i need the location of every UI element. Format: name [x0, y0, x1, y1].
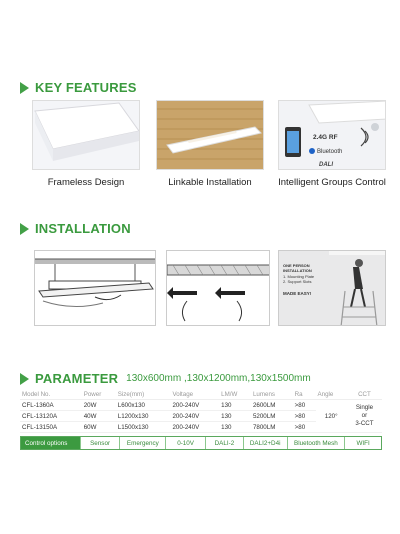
- table-header-row: [20, 390, 382, 400]
- cell-model: CFL-13150A: [20, 422, 82, 433]
- header-lumens: Lumens: [251, 390, 293, 400]
- cell-ra: >80: [293, 400, 316, 411]
- cell-power: 20W: [82, 400, 116, 411]
- intelligent-control-image: [278, 100, 386, 170]
- cct-line-3: 3-CCT: [355, 420, 374, 428]
- control-option-bluetooth-mesh: Bluetooth Mesh: [288, 437, 346, 449]
- cell-lumens: 2600LM: [251, 400, 293, 411]
- header-angle: Angle: [316, 390, 347, 400]
- key-features-heading: [20, 80, 137, 95]
- cell-ra: >80: [293, 422, 316, 433]
- parameter-table: [20, 390, 382, 433]
- linkable-installation-image: [156, 100, 264, 170]
- cell-voltage: 200-240V: [170, 411, 219, 422]
- cell-voltage: 200-240V: [170, 400, 219, 411]
- parameter-title: PARAMETER: [35, 371, 119, 386]
- control-option-dali2-d4i: DALI2+D4i: [244, 437, 288, 449]
- step-mounting-plate: 1. Mounting Plate: [283, 273, 315, 279]
- control-options-bar: [20, 436, 382, 450]
- install-tagline: MADE EASY!: [283, 290, 312, 296]
- mounting-plate-diagram: [35, 251, 156, 326]
- green-arrow-icon: [20, 223, 29, 235]
- cct-line-1: Single: [355, 403, 374, 411]
- cell-lumens: 5200LM: [251, 411, 293, 422]
- cell-cct: [347, 400, 382, 433]
- cell-ra: >80: [293, 411, 316, 422]
- dali-label: DALI: [319, 162, 333, 168]
- key-features-title: KEY FEATURES: [35, 80, 137, 95]
- smart-control-illustration: [279, 101, 386, 170]
- step-support-slots: 2. Support Slots: [283, 279, 312, 285]
- frameless-design-image: [32, 100, 140, 170]
- header-voltage: Voltage: [170, 390, 219, 400]
- feature-caption-intelligent: Intelligent Groups Control: [278, 177, 386, 188]
- cell-lmw: 130: [219, 411, 251, 422]
- table-row: [20, 400, 382, 411]
- bluetooth-label: Bluetooth: [317, 149, 343, 155]
- cell-size: L600x130: [116, 400, 171, 411]
- cell-lmw: 130: [219, 422, 251, 433]
- installation-step-sliding: [166, 250, 270, 326]
- header-size: Size(mm): [116, 390, 171, 400]
- installation-heading: [20, 221, 131, 236]
- cell-size: L1500x130: [116, 422, 171, 433]
- installation-step-mounting: [34, 250, 156, 326]
- slide-in-diagram: [167, 251, 270, 326]
- green-arrow-icon: [20, 373, 29, 385]
- installation-title: INSTALLATION: [35, 221, 131, 236]
- cell-voltage: 200-240V: [170, 422, 219, 433]
- rf-label: 2.4G RF: [313, 134, 338, 141]
- cell-power: 60W: [82, 422, 116, 433]
- header-cct: CCT: [347, 390, 382, 400]
- steps-title: ONE PERSON INSTALLATION: [283, 263, 312, 274]
- header-lmw: LM/W: [219, 390, 251, 400]
- cct-line-2: or: [361, 411, 368, 419]
- cell-power: 40W: [82, 411, 116, 422]
- parameter-sizes: 130x600mm ,130x1200mm,130x1500mm: [126, 373, 311, 384]
- cell-model: CFL-13120A: [20, 411, 82, 422]
- control-option-dali-2: DALI-2: [206, 437, 244, 449]
- cell-size: L1200x130: [116, 411, 171, 422]
- control-option-sensor: Sensor: [81, 437, 121, 449]
- header-model: Model No.: [20, 390, 82, 400]
- control-options-label: Control options: [21, 437, 81, 449]
- header-power: Power: [82, 390, 116, 400]
- frameless-panel-illustration: [33, 101, 140, 170]
- header-ra: Ra: [293, 390, 316, 400]
- control-option-emergency: Emergency: [120, 437, 166, 449]
- cell-lmw: 130: [219, 400, 251, 411]
- cell-lumens: 7800LM: [251, 422, 293, 433]
- cell-angle: 120°: [316, 400, 347, 433]
- feature-caption-frameless: Frameless Design: [47, 177, 125, 188]
- control-option-0-10v: 0-10V: [166, 437, 206, 449]
- parameter-heading: [20, 371, 311, 386]
- installation-step-one-person: [278, 250, 386, 326]
- green-arrow-icon: [20, 82, 29, 94]
- feature-caption-linkable: Linkable Installation: [168, 177, 252, 188]
- control-option-wifi: WIFI: [356, 439, 370, 447]
- cell-model: CFL-1360A: [20, 400, 82, 411]
- linkable-ceiling-illustration: [157, 101, 264, 170]
